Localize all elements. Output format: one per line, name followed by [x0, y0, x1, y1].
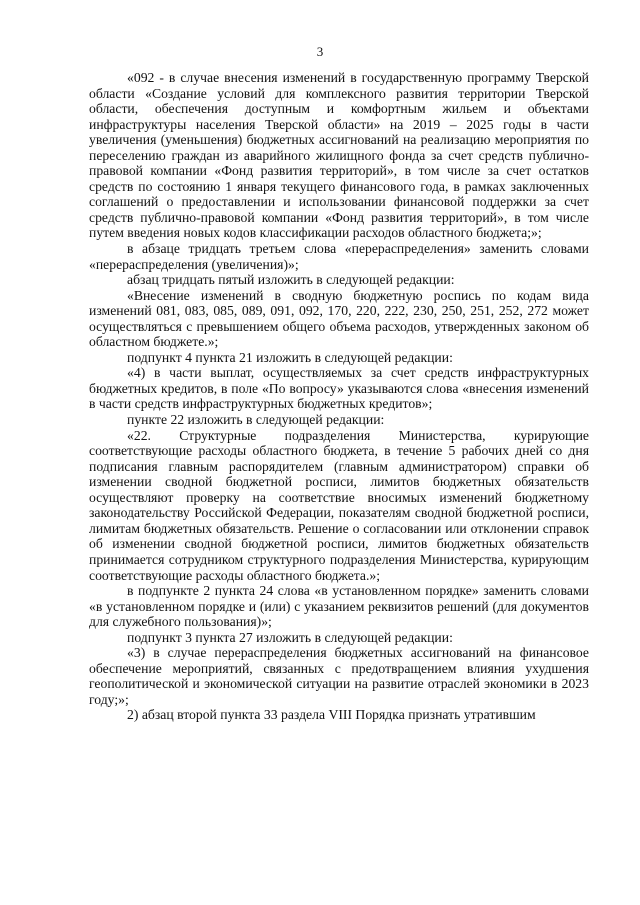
paragraph-point-24: в подпункте 2 пункта 24 слова «в установленном порядке» заменить словами «в установленном порядке и (или) с указанием реквизитов решений (для документов для служебного пользования)»; — [89, 583, 589, 630]
paragraph-abzac-35-intro: абзац тридцать пятый изложить в следующей редакции: — [127, 272, 455, 288]
paragraph-point-22-text: «22. Структурные подразделения Министерства, курирующие соответствующие расходы областного бюджета, в течение 5 рабочих дней со дня подписания главным распорядителем (главным администратором) справки об изменении сводной бюджетной росписи, лимитов бюджетных обязательств осуществляют проверку на соответствие вносимых изменений бюджетному законодательству Российской Федерации, показателям сводной бюджетной росписи, лимитам бюджетных обязательств. Решение о согласовании или отклонении справок об изменении сводной бюджетной росписи, лимитов бюджетных обязательств принимается сотрудником структурного подразделения Министерства, курирующим соответствующие расходы областного бюджета.»; — [89, 427, 589, 583]
paragraph-code-092: «092 - в случае внесения изменений в государственную программу Тверской области «Создание условий для комплексного развития территории Тверской области, обеспечения доступным и комфортным жильем и объектами инфраструктуры населения Тверской области» на 2019 – 2025 годы в части увеличения (уменьшения) бюджетных ассигнований на реализацию мероприятия по переселению граждан из аварийного жилищного фонда за счет средств публично-правовой компании «Фонд развития территорий», в том числе за счет остатков средств по состоянию 1 января текущего финансового года, в рамках заключенных соглашений о предоставлении и использовании финансовой поддержки за счет средств публично-правовой компании «Фонд развития территорий», в том числе путем введения новых кодов классификации расходов областного бюджета;»; — [89, 70, 589, 241]
paragraph-subpoint-4-text: «4) в части выплат, осуществляемых за счет средств инфраструктурных бюджетных кредитов, в поле «По вопросу» указываются слова «внесения изменений в части средств инфраструктурных бюджетных кредитов»; — [89, 365, 589, 412]
paragraph-abzac-33: в абзаце тридцать третьем слова «перераспределения» заменить словами «перераспределения (увеличения)»; — [89, 241, 589, 272]
paragraph-point-33: 2) абзац второй пункта 33 раздела VIII Порядка признать утратившим — [127, 707, 536, 723]
page-number: 3 — [316, 44, 324, 59]
paragraph-point-22-intro: пункте 22 изложить в следующей редакции: — [127, 412, 385, 428]
paragraph-point-27-intro: подпункт 3 пункта 27 изложить в следующей редакции: — [127, 629, 453, 645]
paragraph-subpoint-4-intro: подпункт 4 пункта 21 изложить в следующей редакции: — [127, 349, 453, 365]
paragraph-abzac-35-text: «Внесение изменений в сводную бюджетную роспись по кодам вида изменений 081, 083, 085, 089, 091, 092, 170, 220, 222, 230, 250, 251, 252, 272 может осуществляться с превышением общего объема расходов, утвержденных законом об областном бюджете.»; — [89, 287, 589, 350]
document-body — [89, 70, 589, 723]
paragraph-point-27-text: «3) в случае перераспределения бюджетных ассигнований на финансовое обеспечение мероприятий, связанных с предотвращением влияния ухудшения геополитической и экономической ситуации на развитие отраслей экономики в 2023 году;»; — [89, 645, 589, 707]
